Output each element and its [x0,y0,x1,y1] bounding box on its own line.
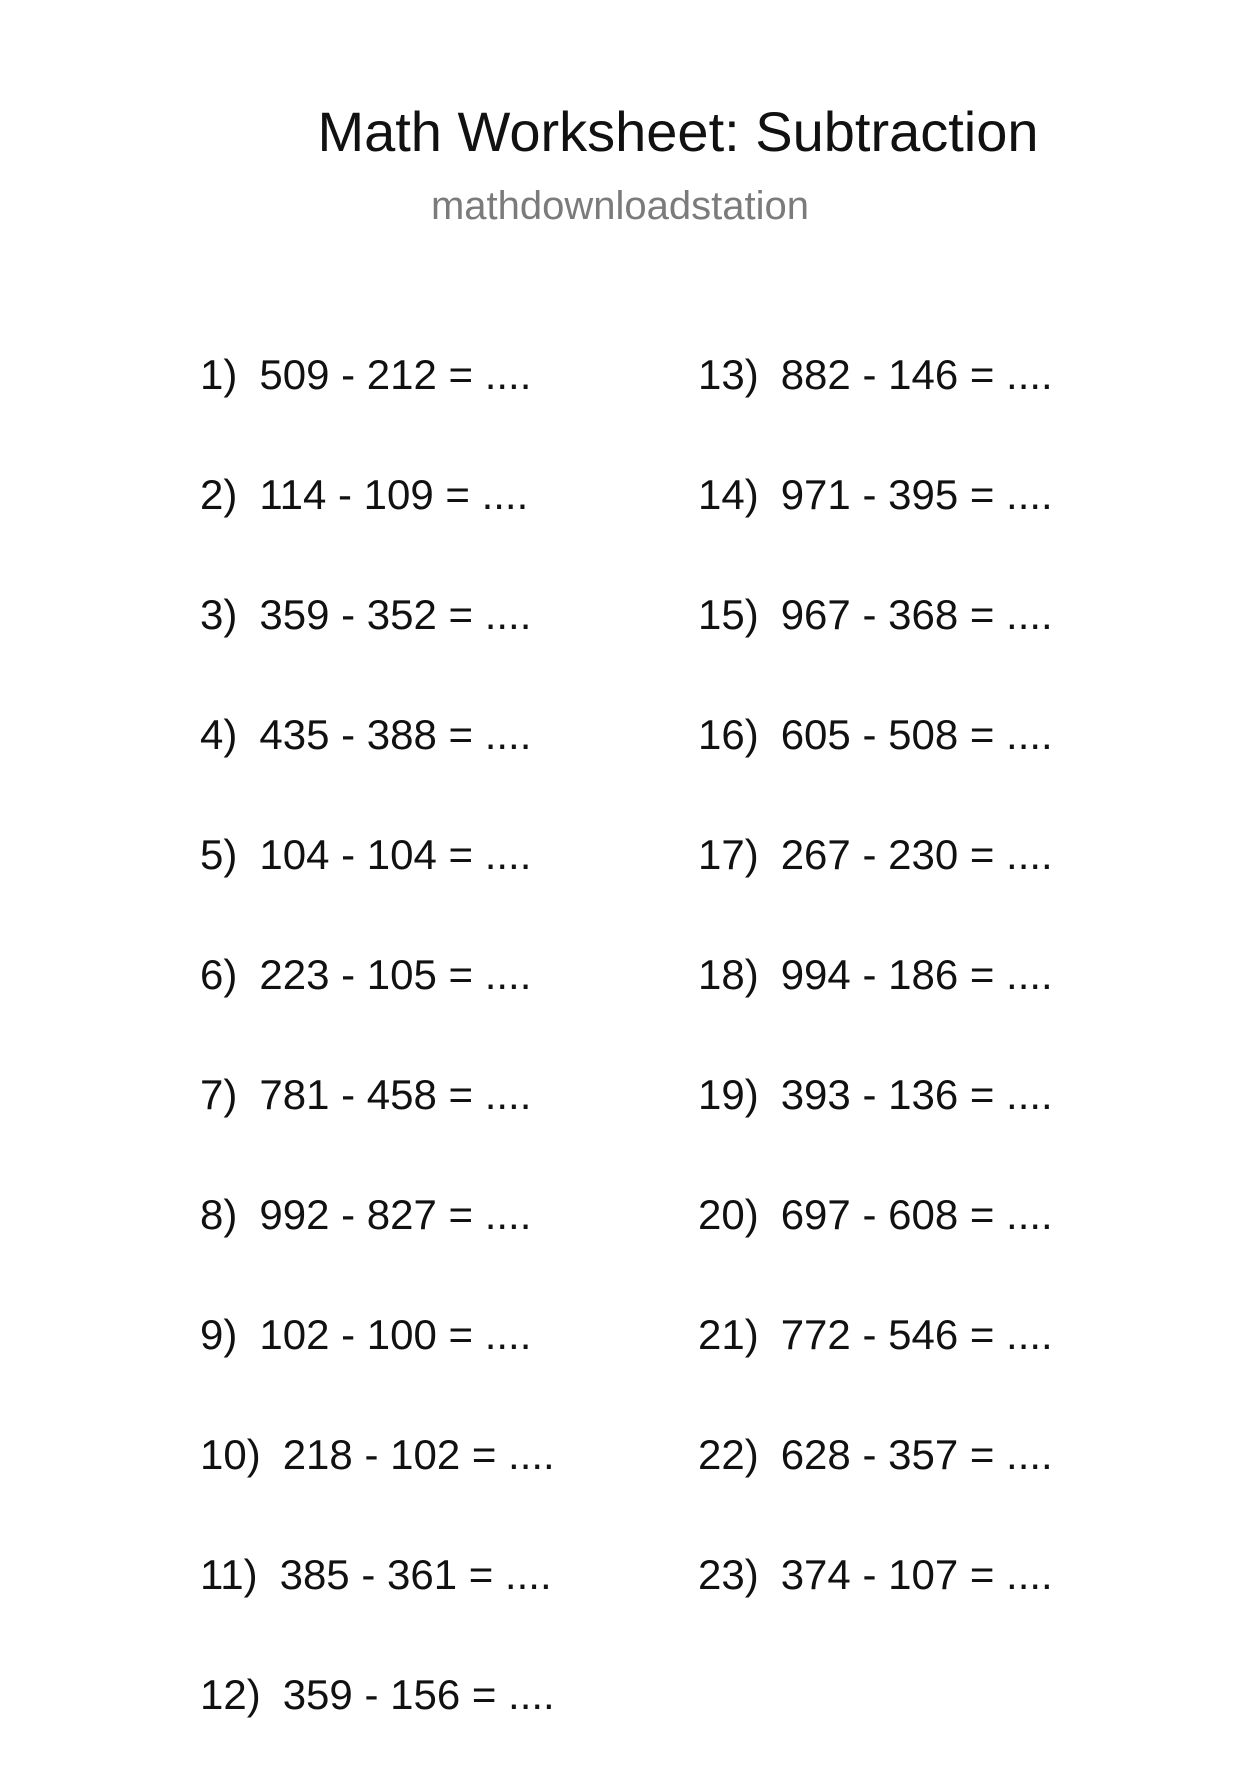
problem-number: 20) [698,1191,759,1238]
problem-number: 11) [200,1551,258,1598]
problem-expression: 218 - 102 = .... [282,1431,555,1478]
problem-number: 9) [200,1311,238,1358]
problem-3 [200,590,555,710]
problem-expression: 104 - 104 = .... [259,831,532,878]
problem-9 [200,1310,555,1430]
problem-number: 17) [698,831,759,878]
problem-number: 5) [200,831,238,878]
problem-number: 6) [200,951,238,998]
problem-number: 22) [698,1431,759,1478]
problem-number: 23) [698,1551,759,1598]
problem-number: 13) [698,351,759,398]
problem-expression: 772 - 546 = .... [780,1311,1053,1358]
problem-expression: 359 - 156 = .... [282,1671,555,1718]
problem-expression: 393 - 136 = .... [780,1071,1053,1118]
problem-19 [698,1070,1053,1190]
problem-column-left [200,350,555,1790]
problem-expression: 882 - 146 = .... [780,351,1053,398]
problem-number: 12) [200,1671,261,1718]
problem-expression: 374 - 107 = .... [780,1551,1053,1598]
problem-number: 8) [200,1191,238,1238]
problem-21 [698,1310,1053,1430]
problem-expression: 628 - 357 = .... [780,1431,1053,1478]
problem-expression: 435 - 388 = .... [259,711,532,758]
problem-number: 7) [200,1071,238,1118]
problem-expression: 605 - 508 = .... [780,711,1053,758]
worksheet-title: Math Worksheet: Subtraction [317,100,1039,163]
problem-expression: 992 - 827 = .... [259,1191,532,1238]
problem-expression: 385 - 361 = .... [279,1551,552,1598]
problem-expression: 994 - 186 = .... [780,951,1053,998]
problem-expression: 971 - 395 = .... [780,471,1053,518]
problem-10 [200,1430,555,1550]
problem-number: 2) [200,471,238,518]
problem-18 [698,950,1053,1070]
problem-column-right [698,350,1053,1670]
problem-number: 10) [200,1431,261,1478]
problem-expression: 114 - 109 = .... [259,471,529,518]
problem-number: 16) [698,711,759,758]
problem-14 [698,470,1053,590]
problem-number: 15) [698,591,759,638]
problem-22 [698,1430,1053,1550]
problem-6 [200,950,555,1070]
problem-expression: 359 - 352 = .... [259,591,532,638]
problem-2 [200,470,555,590]
problem-17 [698,830,1053,950]
problem-15 [698,590,1053,710]
problem-7 [200,1070,555,1190]
problem-23 [698,1550,1053,1670]
problem-8 [200,1190,555,1310]
problem-number: 1) [200,351,238,398]
problem-expression: 267 - 230 = .... [780,831,1053,878]
problem-expression: 102 - 100 = .... [259,1311,532,1358]
problem-expression: 967 - 368 = .... [780,591,1053,638]
problem-13 [698,350,1053,470]
problem-number: 3) [200,591,238,638]
problem-number: 14) [698,471,759,518]
problem-12 [200,1670,555,1790]
problem-number: 21) [698,1311,759,1358]
problem-4 [200,710,555,830]
problem-number: 19) [698,1071,759,1118]
problem-expression: 509 - 212 = .... [259,351,532,398]
problem-number: 4) [200,711,238,758]
problem-20 [698,1190,1053,1310]
problem-11 [200,1550,555,1670]
problem-expression: 781 - 458 = .... [259,1071,532,1118]
problem-expression: 223 - 105 = .... [259,951,532,998]
problem-5 [200,830,555,950]
problem-1 [200,350,555,470]
problem-16 [698,710,1053,830]
problem-number: 18) [698,951,759,998]
problem-expression: 697 - 608 = .... [780,1191,1053,1238]
worksheet-subtitle: mathdownloadstation [430,184,810,228]
